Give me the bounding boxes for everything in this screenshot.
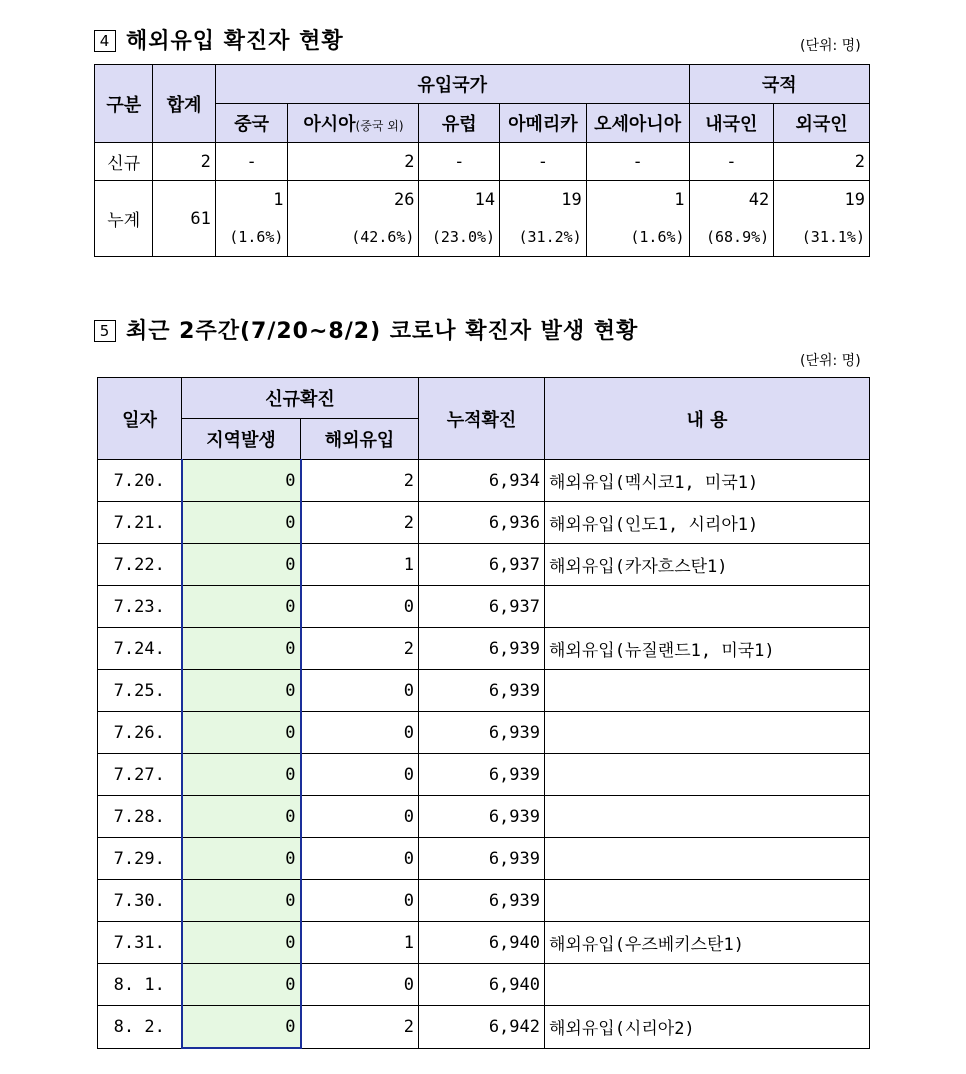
cum-row: [95, 181, 870, 219]
overseas-inflow-table: [94, 64, 870, 257]
overseas-cell: 1: [301, 544, 419, 586]
table-row: [98, 964, 870, 1006]
details-cell: [545, 586, 870, 628]
cum-europe: 14: [419, 181, 500, 219]
local-cell: 0: [182, 838, 301, 880]
table-row: [98, 838, 870, 880]
new-total: 2: [153, 143, 215, 181]
details-cell: [545, 880, 870, 922]
table-row: [98, 628, 870, 670]
cum-domestic: 42: [689, 181, 774, 219]
header-new-confirmed: 신규확진: [182, 378, 419, 419]
header-oceania-africa: 오세아니아: [586, 104, 689, 143]
local-cell: 0: [182, 460, 301, 502]
table-row: [98, 880, 870, 922]
table-row: [98, 712, 870, 754]
overseas-cell: 0: [301, 838, 419, 880]
table-row: [98, 460, 870, 502]
date-cell: 7.21.: [98, 502, 182, 544]
cumulative-cell: 6,939: [419, 712, 545, 754]
cumulative-cell: 6,939: [419, 796, 545, 838]
header-america: 아메리카: [500, 104, 587, 143]
header-asia-note: (중국 외): [355, 119, 404, 133]
header-date: 일자: [98, 378, 182, 460]
cumulative-cell: 6,939: [419, 880, 545, 922]
local-cell: 0: [182, 880, 301, 922]
section4-title-text: 해외유입 확진자 현황: [126, 29, 344, 54]
overseas-cell: 2: [301, 628, 419, 670]
local-cell: 0: [182, 586, 301, 628]
section4-number: 4: [94, 30, 116, 52]
details-cell: [545, 838, 870, 880]
details-cell: [545, 712, 870, 754]
table-row: [98, 502, 870, 544]
cumulative-cell: 6,936: [419, 502, 545, 544]
new-asia: 2: [288, 143, 419, 181]
local-cell: 0: [182, 1006, 301, 1049]
local-cell: 0: [182, 964, 301, 1006]
details-cell: 해외유입(인도1, 시리아1): [545, 502, 870, 544]
date-cell: 8. 2.: [98, 1006, 182, 1049]
pct-america: (31.2%): [500, 219, 587, 257]
table-row: [98, 754, 870, 796]
local-cell: 0: [182, 670, 301, 712]
cum-label: 누계: [95, 181, 153, 257]
header-nationality: 국적: [689, 65, 869, 104]
table-row: [98, 544, 870, 586]
cum-asia: 26: [288, 181, 419, 219]
date-cell: 7.23.: [98, 586, 182, 628]
date-cell: 7.28.: [98, 796, 182, 838]
table-row: [98, 670, 870, 712]
date-cell: 7.27.: [98, 754, 182, 796]
pct-china: (1.6%): [215, 219, 288, 257]
details-cell: [545, 796, 870, 838]
new-row: [95, 143, 870, 181]
section4-title: [94, 24, 344, 55]
cumulative-cell: 6,934: [419, 460, 545, 502]
table-row: [98, 796, 870, 838]
details-cell: 해외유입(시리아2): [545, 1006, 870, 1049]
header-foreign: 외국인: [774, 104, 870, 143]
date-cell: 7.31.: [98, 922, 182, 964]
local-cell: 0: [182, 628, 301, 670]
date-cell: 7.26.: [98, 712, 182, 754]
header-overseas: 해외유입: [301, 419, 419, 460]
details-cell: 해외유입(멕시코1, 미국1): [545, 460, 870, 502]
section5-title-text: 최근 2주간(7/20~8/2) 코로나 확진자 발생 현황: [126, 319, 639, 344]
header-inflow-country: 유입국가: [215, 65, 689, 104]
new-label: 신규: [95, 143, 153, 181]
cumulative-cell: 6,939: [419, 838, 545, 880]
new-europe: -: [419, 143, 500, 181]
date-cell: 7.20.: [98, 460, 182, 502]
details-cell: [545, 670, 870, 712]
new-domestic: -: [689, 143, 774, 181]
overseas-cell: 0: [301, 670, 419, 712]
overseas-cell: 1: [301, 922, 419, 964]
cum-america: 19: [500, 181, 587, 219]
local-cell: 0: [182, 712, 301, 754]
section4-unit: (단위: 명): [800, 38, 861, 54]
cumulative-cell: 6,937: [419, 586, 545, 628]
cum-china: 1: [215, 181, 288, 219]
header-domestic: 내국인: [689, 104, 774, 143]
recent-cases-table: [97, 377, 870, 1049]
cumulative-cell: 6,940: [419, 964, 545, 1006]
details-cell: 해외유입(뉴질랜드1, 미국1): [545, 628, 870, 670]
recent-cases-body: [98, 460, 870, 1049]
cumulative-cell: 6,939: [419, 670, 545, 712]
overseas-cell: 2: [301, 1006, 419, 1049]
overseas-cell: 0: [301, 712, 419, 754]
date-cell: 7.30.: [98, 880, 182, 922]
date-cell: 7.29.: [98, 838, 182, 880]
table-row: [98, 586, 870, 628]
cumulative-cell: 6,939: [419, 754, 545, 796]
overseas-cell: 2: [301, 460, 419, 502]
header-local: 지역발생: [182, 419, 301, 460]
details-cell: [545, 754, 870, 796]
local-cell: 0: [182, 754, 301, 796]
pct-europe: (23.0%): [419, 219, 500, 257]
overseas-cell: 0: [301, 880, 419, 922]
cum-foreign: 19: [774, 181, 870, 219]
cumulative-cell: 6,937: [419, 544, 545, 586]
pct-asia: (42.6%): [288, 219, 419, 257]
details-cell: 해외유입(우즈베키스탄1): [545, 922, 870, 964]
local-cell: 0: [182, 544, 301, 586]
date-cell: 7.24.: [98, 628, 182, 670]
date-cell: 7.25.: [98, 670, 182, 712]
header-gubun: 구분: [95, 65, 153, 143]
overseas-cell: 0: [301, 796, 419, 838]
pct-foreign: (31.1%): [774, 219, 870, 257]
overseas-cell: 2: [301, 502, 419, 544]
header-asia: [288, 104, 419, 143]
overseas-cell: 0: [301, 754, 419, 796]
cum-oceania-africa: 1: [586, 181, 689, 219]
date-cell: 8. 1.: [98, 964, 182, 1006]
cum-total: 61: [153, 181, 215, 257]
header-total: 합계: [153, 65, 215, 143]
overseas-cell: 0: [301, 586, 419, 628]
header-cumulative: 누적확진: [419, 378, 545, 460]
cumulative-cell: 6,939: [419, 628, 545, 670]
overseas-cell: 0: [301, 964, 419, 1006]
table-row: [98, 1006, 870, 1049]
local-cell: 0: [182, 796, 301, 838]
table-row: [98, 922, 870, 964]
details-cell: [545, 964, 870, 1006]
section5-number: 5: [94, 320, 116, 342]
section5-unit: (단위: 명): [800, 353, 861, 369]
pct-domestic: (68.9%): [689, 219, 774, 257]
section5-title: [94, 314, 638, 345]
header-details: 내 용: [545, 378, 870, 460]
new-china: -: [215, 143, 288, 181]
new-foreign: 2: [774, 143, 870, 181]
header-asia-label: 아시아: [303, 114, 356, 135]
new-oceania-africa: -: [586, 143, 689, 181]
header-china: 중국: [215, 104, 288, 143]
local-cell: 0: [182, 502, 301, 544]
cumulative-cell: 6,940: [419, 922, 545, 964]
new-america: -: [500, 143, 587, 181]
local-cell: 0: [182, 922, 301, 964]
details-cell: 해외유입(카자흐스탄1): [545, 544, 870, 586]
date-cell: 7.22.: [98, 544, 182, 586]
pct-oceania-africa: (1.6%): [586, 219, 689, 257]
header-europe: 유럽: [419, 104, 500, 143]
cumulative-cell: 6,942: [419, 1006, 545, 1049]
